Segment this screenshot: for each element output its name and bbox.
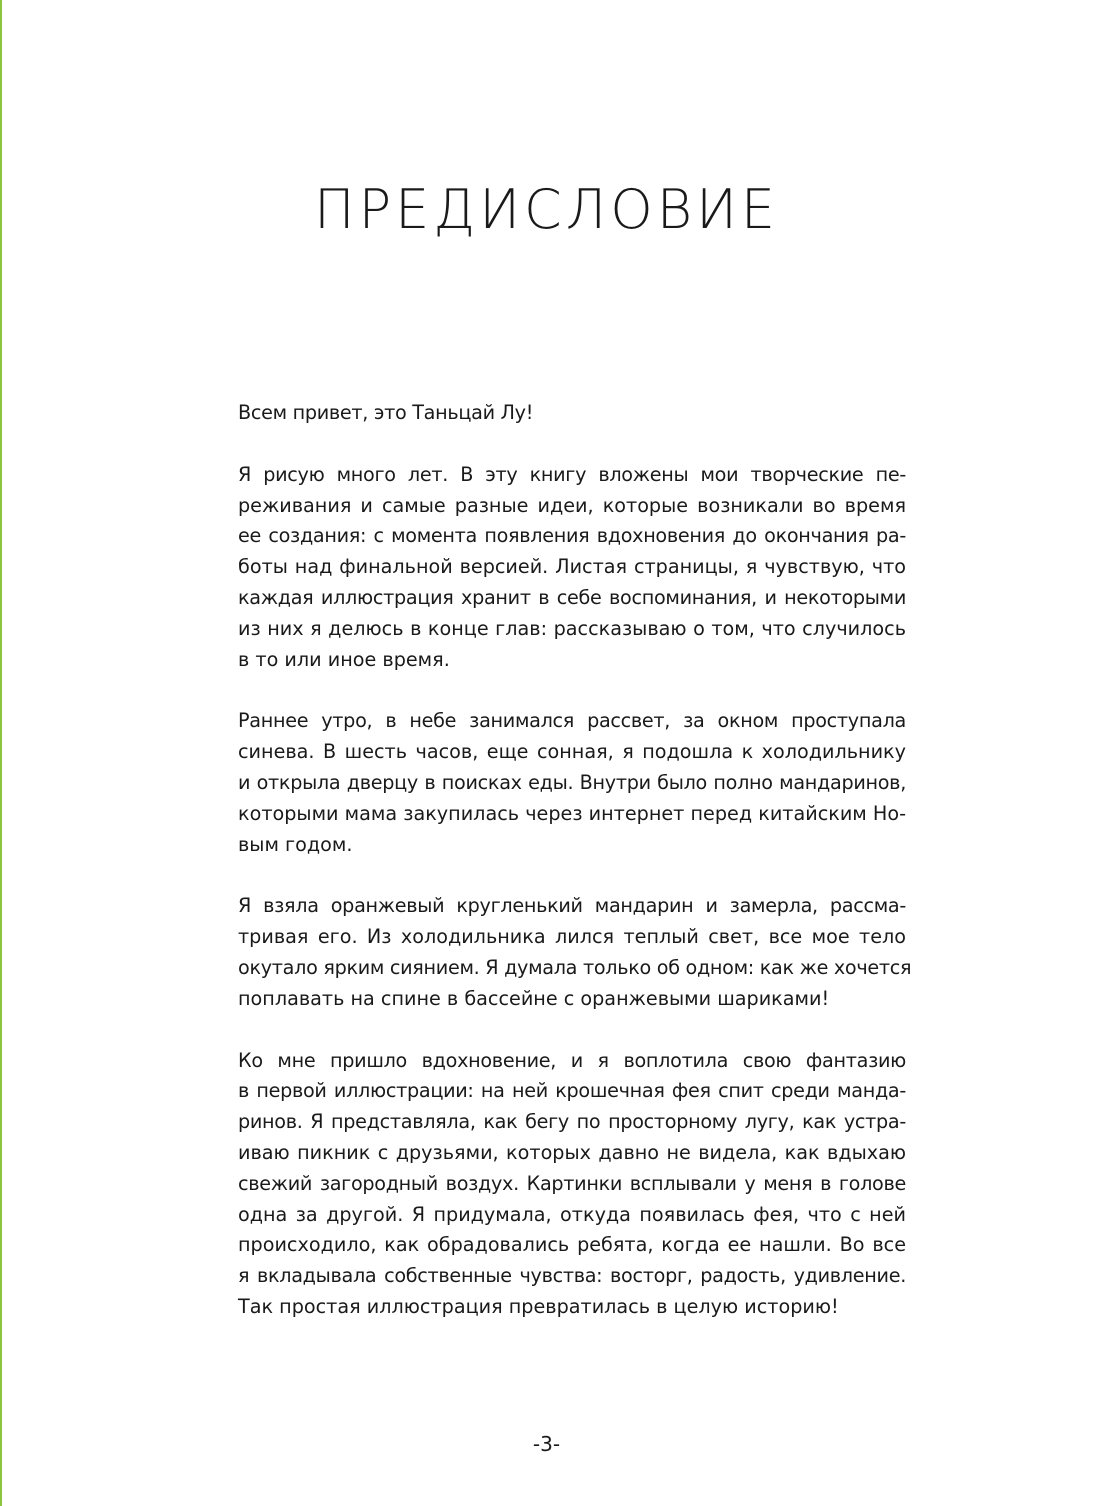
text-line: Раннее утро, в небе занимался рассвет, за окном проступала	[238, 709, 906, 733]
text-line: Я рисую много лет. В эту книгу вложены мои творческие пе-	[238, 462, 906, 486]
page-title: ПРЕДИСЛОВИЕ	[313, 178, 780, 241]
text-line: одна за другой. Я придумала, откуда появилась фея, что с ней	[238, 1202, 906, 1226]
text-line: Ко мне пришло вдохновение, и я воплотила свою фантазию	[238, 1048, 906, 1072]
text-line: ринов. Я представляла, как бегу по просторному лугу, как устра-	[238, 1110, 906, 1134]
text-line: Я взяла оранжевый кругленький мандарин и замерла, рассма-	[238, 894, 906, 918]
text-line: в первой иллюстрации: на ней крошечная фея спит среди манда-	[238, 1079, 906, 1103]
text-line: которыми мама закупилась через интернет перед китайским Но-	[238, 801, 906, 825]
text-line: окутало ярким сиянием. Я думала только об одном: как же хочется	[238, 955, 912, 979]
text-line: реживания и самые разные идеи, которые возникали во время	[238, 493, 906, 517]
text-line: каждая иллюстрация хранит в себе воспоминания, и некоторыми	[238, 585, 906, 609]
text-line: и открыла дверцу в поисках еды. Внутри было полно мандаринов,	[238, 770, 906, 794]
text-line: происходило, как обрадовались ребята, когда ее нашли. Во все	[238, 1233, 906, 1257]
text-line: в то или иное время.	[238, 647, 450, 671]
foreword-body	[208, 398, 912, 1354]
text-line: боты над финальной версией. Листая страницы, я чувствую, что	[238, 555, 906, 579]
text-line: тривая его. Из холодильника лился теплый свет, все мое тело	[238, 925, 906, 949]
text-line: Всем привет, это Таньцай Лу!	[238, 401, 534, 424]
text-line: поплавать на спине в бассейне с оранжевыми шариками!	[238, 986, 830, 1010]
paragraph-intro	[208, 460, 906, 676]
text-line: я вкладывала собственные чувства: восторг, радость, удивление.	[238, 1264, 906, 1288]
text-line: ее создания: с момента появления вдохновения до окончания ра-	[238, 524, 906, 548]
page-number: -3-	[532, 1432, 561, 1456]
paragraph-inspiration	[208, 1046, 906, 1323]
text-line: вым годом.	[238, 832, 353, 856]
text-line: из них я делюсь в конце глав: рассказываю о том, что случилось	[238, 616, 906, 640]
text-line: свежий загородный воздух. Картинки всплывали у меня в голове	[238, 1171, 906, 1195]
paragraph-greeting	[208, 398, 906, 429]
text-line: синева. В шесть часов, еще сонная, я подошла к холодильнику	[238, 740, 906, 764]
text-line: Так простая иллюстрация превратилась в целую историю!	[238, 1294, 839, 1318]
text-line: иваю пикник с друзьями, которых давно не видела, как вдыхаю	[238, 1140, 906, 1164]
paragraph-mandarin	[208, 891, 912, 1014]
paragraph-morning	[208, 706, 906, 860]
